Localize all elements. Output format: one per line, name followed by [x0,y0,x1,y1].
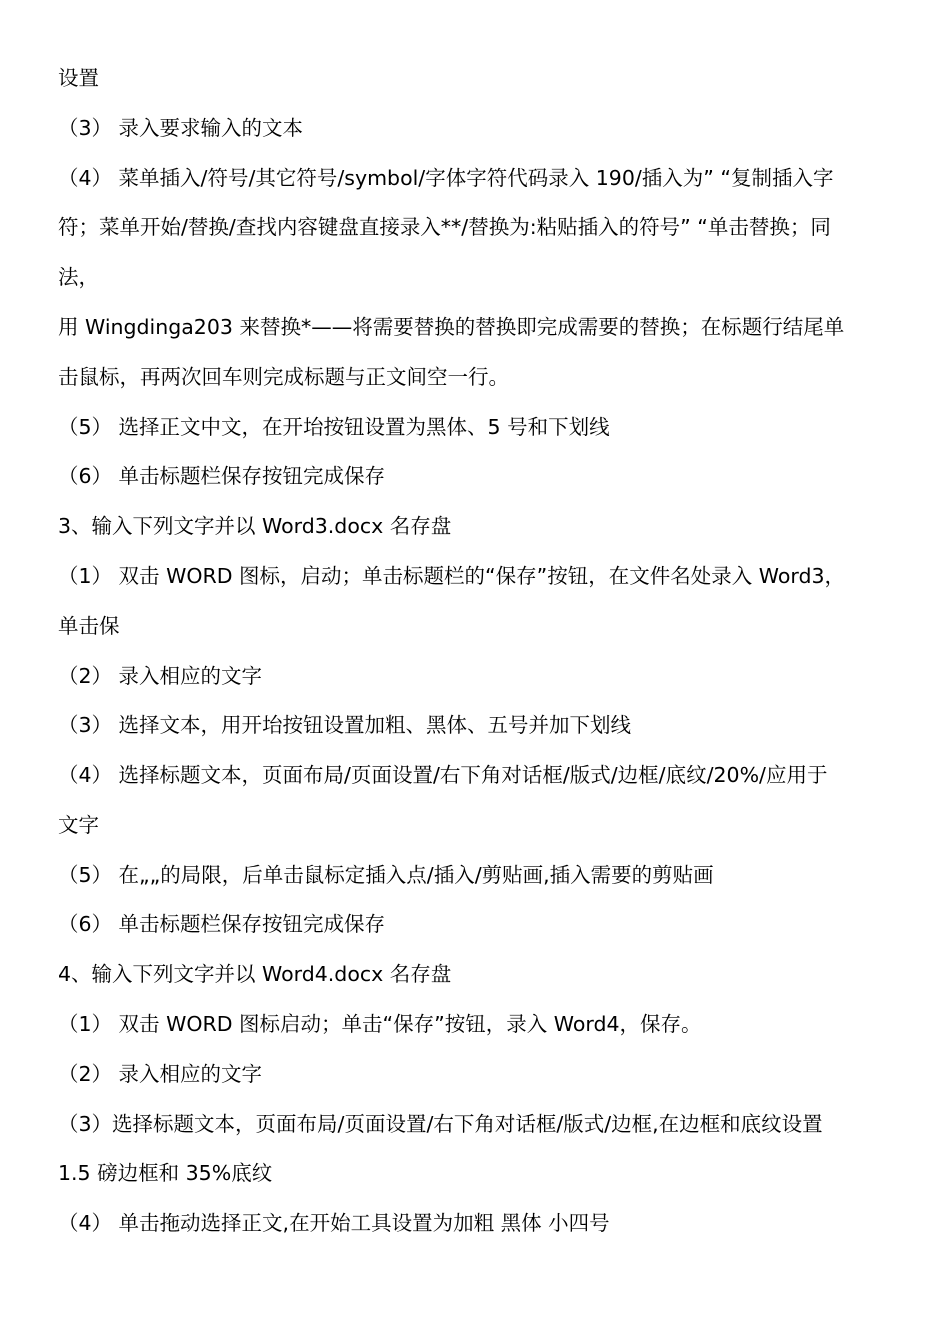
text-line: （3） 选择文本，用开坮按钮设置加粗、黑体、五号并加下划线 [58,713,632,737]
text-line: 3、输入下列文字并以 Word3.docx 名存盘 [58,514,452,538]
text-line: 符；菜单开始/替换/查找内容键盘直接录入**/替换为:粘贴插入的符号” “单击替换；同 [58,215,831,239]
text-line: 1.5 磅边框和 35%底纹 [58,1161,273,1185]
text-line: 文字 [58,813,99,837]
text-line: （2） 录入相应的文字 [58,1062,263,1086]
text-line: （1） 双击 WORD 图标，启动；单击标题栏的“保存”按钮，在文件名处录入 Word3， [58,564,846,588]
text-line: （3） 录入要求输入的文本 [58,116,304,140]
text-line: （6） 单击标题栏保存按钮完成保存 [58,912,386,936]
text-line: 单击保 [58,614,120,638]
text-line: 设置 [58,66,99,90]
text-line: （5） 在„„的局限，后单击鼠标定插入点/插入/剪贴画,插入需要的剪贴画 [58,863,714,887]
text-line: （5） 选择正文中文，在开坮按钮设置为黑体、5 号和下划线 [58,415,610,439]
text-line: （4） 选择标题文本，页面布局/页面设置/右下角对话框/版式/边框/底纹/20%/应用于 [58,763,828,787]
text-line: 用 Wingdinga203 来替换*——将需要替换的替换即完成需要的替换；在标题行结尾单 [58,315,845,339]
text-line: 击鼠标，再两次回车则完成标题与正文间空一行。 [58,365,509,389]
text-line: （2） 录入相应的文字 [58,664,263,688]
text-line: 4、输入下列文字并以 Word4.docx 名存盘 [58,962,452,986]
text-line: （6） 单击标题栏保存按钮完成保存 [58,464,386,488]
text-line: （1） 双击 WORD 图标启动；单击“保存”按钮，录入 Word4，保存。 [58,1012,702,1036]
text-line: （4） 菜单插入/符号/其它符号/symbol/字体字符代码录入 190/插入为” “复制插入字 [58,166,834,190]
text-line: 法， [58,265,99,289]
text-line: （3）选择标题文本，页面布局/页面设置/右下角对话框/版式/边框,在边框和底纹设置 [58,1112,823,1136]
text-line: （4） 单击拖动选择正文,在开始工具设置为加粗 黑体 小四号 [58,1211,610,1235]
